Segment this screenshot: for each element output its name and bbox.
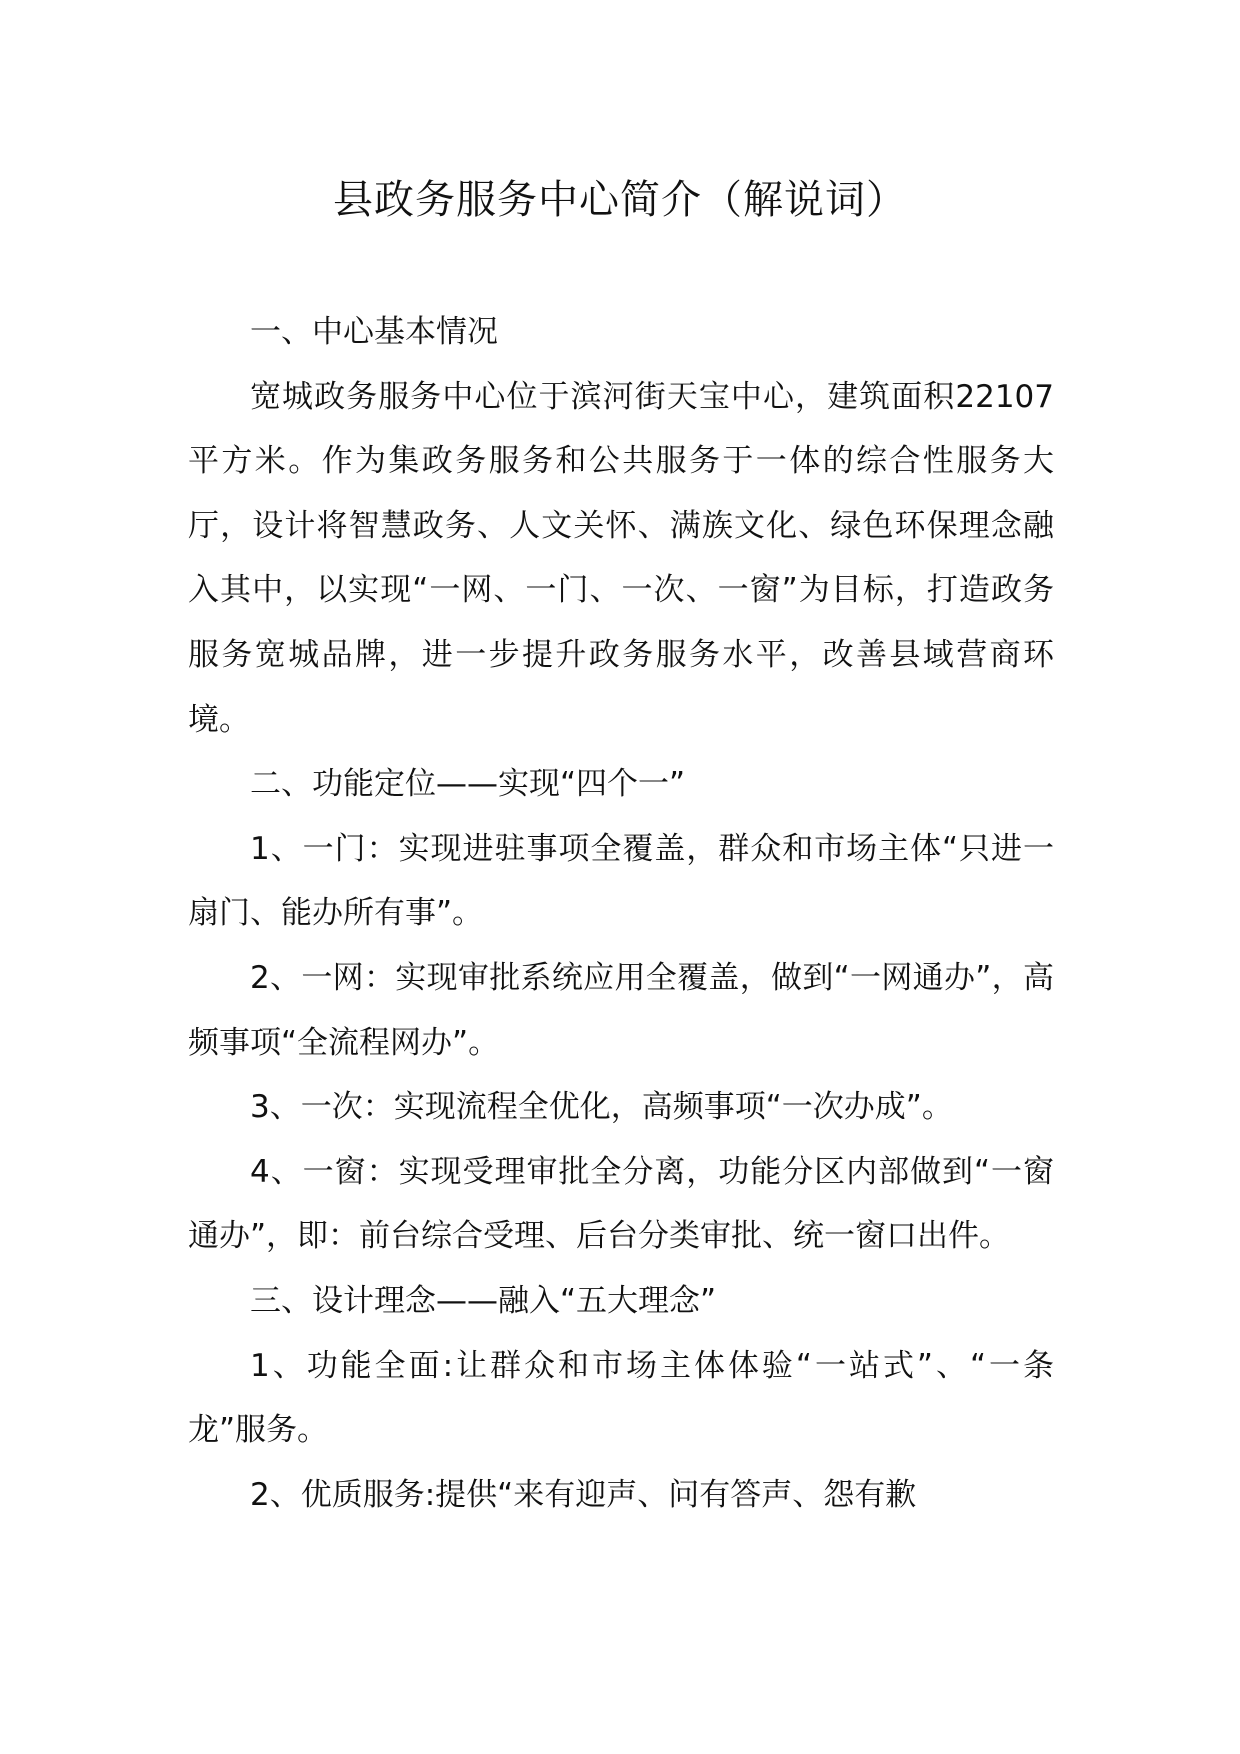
list-item-one-time: 3、一次：实现流程全优化，高频事项“一次办成”。 (250, 1089, 953, 1126)
section-heading-2: 二、功能定位——实现“四个一” (250, 766, 686, 803)
section-heading-3: 三、设计理念——融入“五大理念” (250, 1282, 717, 1319)
document-body (188, 300, 1054, 1527)
section-heading-1: 一、中心基本情况 (250, 314, 498, 350)
list-item-one-door: 1、一门：实现进驻事项全覆盖，群众和市场主体“只进一扇门、能办所有事”。 (188, 830, 1054, 932)
list-item-full-function: 1、功能全面:让群众和市场主体体验“一站式”、“一条龙”服务。 (188, 1347, 1054, 1449)
list-item-one-window: 4、一窗：实现受理审批全分离，功能分区内部做到“一窗通办”，即：前台综合受理、后台分类审批、统一窗口出件。 (188, 1153, 1054, 1255)
document-title: 县政务服务中心简介（解说词） (333, 177, 907, 223)
paragraph-overview: 宽城政务服务中心位于滨河街天宝中心，建筑面积22107平方米。作为集政务服务和公共服务于一体的综合性服务大厅，设计将智慧政务、人文关怀、满族文化、绿色环保理念融入其中，以实现“一网、一门、一次、一窗”为目标，打造政务服务宽城品牌，进一步提升政务服务水平，改善县域营商环境。 (188, 378, 1054, 738)
list-item-one-network: 2、一网：实现审批系统应用全覆盖，做到“一网通办”，高频事项“全流程网办”。 (188, 959, 1054, 1061)
list-item-quality-service: 2、优质服务:提供“来有迎声、问有答声、怨有歉 (250, 1476, 917, 1513)
